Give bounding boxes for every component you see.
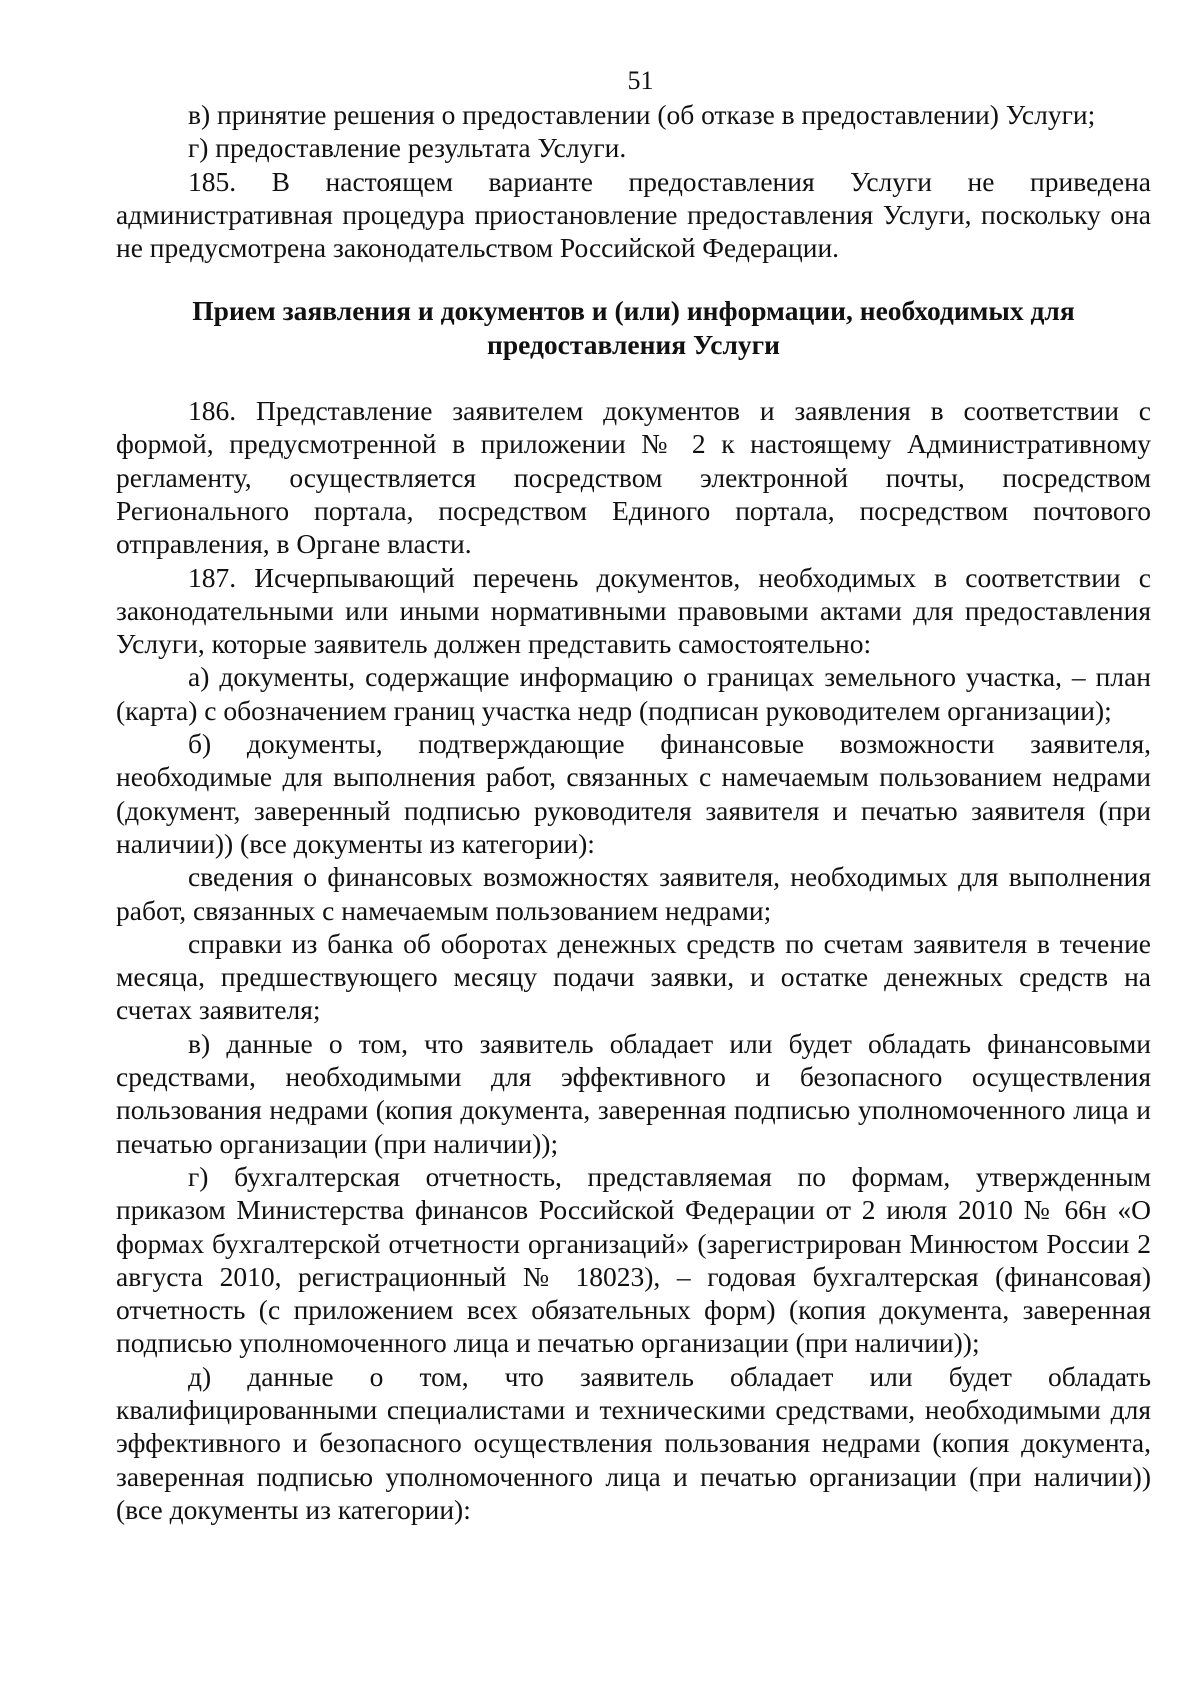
paragraph-187-v: в) данные о том, что заявитель обладает или будет обладать финансовыми средствами, необходимыми для эффективного и безопасного осуществления пользования недрами (копия документа, заверенная подписью уполномоченного лица и печатью организации (при наличии));	[116, 1027, 1151, 1159]
page-number: 51	[627, 66, 654, 95]
paragraph-187-b: б) документы, подтверждающие финансовые возможности заявителя, необходимые для выполнения работ, связанных с намечаемым пользованием недрами (документ, заверенный подписью руководителя заявителя и печатью заявителя (при наличии)) (все документы из категории):	[116, 728, 1151, 859]
section-heading: Прием заявления и документов и (или) информации, необходимых для предоставления Услуги	[192, 295, 1075, 360]
paragraph-187-b-item-1: сведения о финансовых возможностях заявителя, необходимых для выполнения работ, связанных с намечаемым пользованием недрами;	[116, 861, 1151, 926]
paragraph-185: 185. В настоящем варианте предоставления Услуги не приведена административная процедура приостановление предоставления Услуги, поскольку она не предусмотрена законодательством Российской Федерации.	[116, 165, 1151, 264]
paragraph-186: 186. Представление заявителем документов и заявления в соответствии с формой, предусмотренной в приложении № 2 к настоящему Административному регламенту, осуществляется посредством электронной почты, посредством Регионального портала, посредством Единого портала, посредством почтового отправления, в Органе власти.	[116, 395, 1151, 560]
paragraph-item-v: в) принятие решения о предоставлении (об отказе в предоставлении) Услуги;	[188, 99, 1096, 130]
paragraph-187-g: г) бухгалтерская отчетность, представляемая по формам, утвержденным приказом Министерства финансов Российской Федерации от 2 июля 2010 № 66н «О формах бухгалтерской отчетности организаций» (зарегистрирован Минюстом России 2 августа 2010, регистрационный № 18023), – годовая бухгалтерская (финансовая) отчетность (с приложением всех обязательных форм) (копия документа, заверенная подписью уполномоченного лица и печатью организации (при наличии));	[116, 1160, 1151, 1359]
document-page	[116, 64, 1151, 1526]
paragraph-187: 187. Исчерпывающий перечень документов, необходимых в соответствии с законодательными или иными нормативными правовыми актами для предоставления Услуги, которые заявитель должен представить самостоятельно:	[116, 561, 1151, 660]
paragraph-187-b-item-2: справки из банка об оборотах денежных средств по счетам заявителя в течение месяца, предшествующего месяцу подачи заявки, и остатке денежных средств на счетах заявителя;	[116, 927, 1151, 1026]
paragraph-187-d: д) данные о том, что заявитель обладает или будет обладать квалифицированными специалистами и техническими средствами, необходимыми для эффективного и безопасного осуществления пользования недрами (копия документа, заверенная подписью уполномоченного лица и печатью организации (при наличии)) (все документы из категории):	[116, 1360, 1151, 1525]
paragraph-item-g: г) предоставление результата Услуги.	[188, 132, 627, 164]
paragraph-187-a: а) документы, содержащие информацию о границах земельного участка, – план (карта) с обозначением границ участка недр (подписан руководителем организации);	[116, 661, 1151, 726]
